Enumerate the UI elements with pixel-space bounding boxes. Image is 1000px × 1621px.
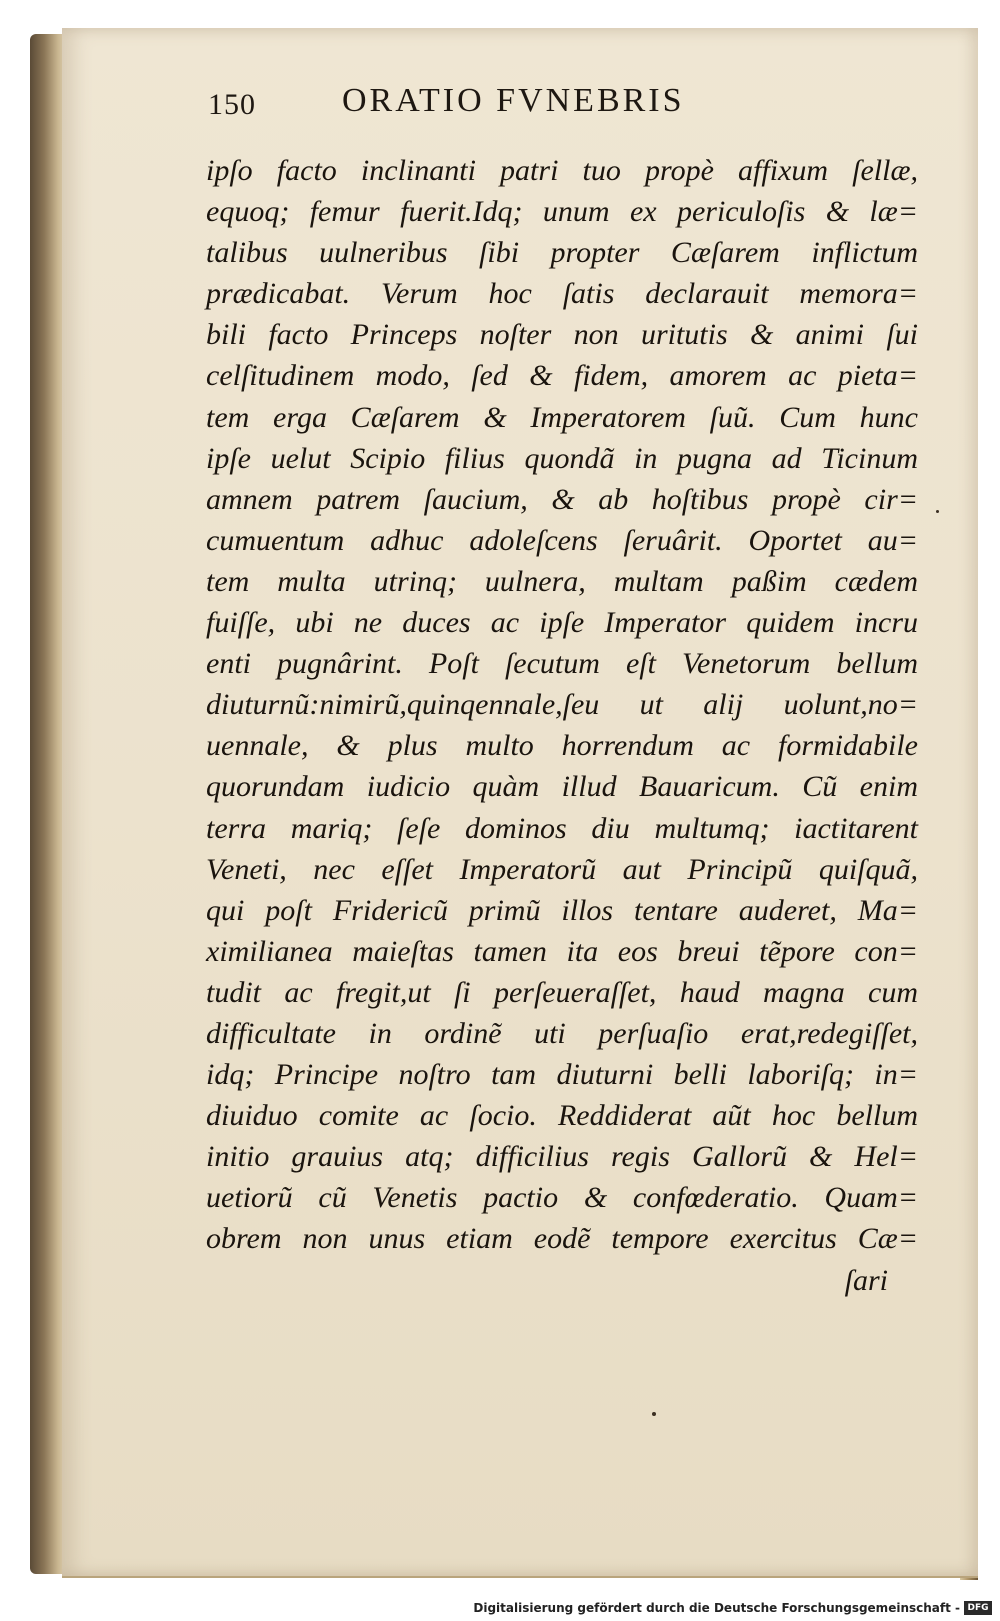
text-line: qui poſt Fridericũ primũ illos tentare auderet, Ma= <box>206 893 918 927</box>
text-line: enti pugnârint. Poſt ſecutum eſt Venetorum bellum <box>206 647 918 681</box>
text-line: talibus uulneribus ſibi propter Cæſarem inflictum <box>206 236 918 270</box>
running-title: ORATIO FVNEBRIS <box>342 82 685 119</box>
text-line: difficultate in ordinẽ uti perſuaſio erat,redegiſſet, <box>206 1016 918 1050</box>
paper-speck <box>652 1412 656 1416</box>
text-line: tudit ac fregit,ut ſi perſeueraſſet, haud magna cum <box>206 975 918 1009</box>
text-line: initio grauius atq; difficilius regis Gallorũ & Hel= <box>206 1140 918 1174</box>
text-line: ximilianea maieſtas tamen ita eos breui tẽpore con= <box>206 934 918 968</box>
text-line: tem multa utrinq; uulnera, multam paßim cædem <box>206 564 918 598</box>
text-line: celſitudinem modo, ſed & fidem, amorem ac pieta= <box>206 359 918 393</box>
dfg-logo: DFG <box>964 1601 992 1615</box>
footer-bar <box>0 1597 1000 1621</box>
text-line: cumuentum adhuc adoleſcens ſeruârit. Oportet au= <box>206 523 918 557</box>
text-line: obrem non unus etiam eodẽ tempore exercitus Cæ= <box>206 1222 918 1256</box>
text-line: prædicabat. Verum hoc ſatis declarauit memora= <box>206 277 918 311</box>
text-line: ipſo facto inclinanti patri tuo propè affixum ſellæ, <box>206 154 918 187</box>
catchword: ſari <box>844 1263 888 1297</box>
text-line: quorundam iudicio quàm illud Bauaricum. Cũ enim <box>206 770 918 804</box>
text-line: fuiſſe, ubi ne duces ac ipſe Imperator quidem incru <box>206 606 918 640</box>
text-line: uetiorũ cũ Venetis pactio & confœderatio. Quam= <box>206 1181 918 1215</box>
paper-speck <box>936 510 939 513</box>
page-header <box>208 82 728 132</box>
text-line: ipſe uelut Scipio filius quondã in pugna ad Ticinum <box>206 441 918 475</box>
footer-credit: Digitalisierung gefördert durch die Deutsche Forschungsgemeinschaft - <box>473 1601 960 1615</box>
text-line: bili facto Princeps noſter non uritutis & animi ſui <box>206 318 918 352</box>
text-line: uennale, & plus multo horrendum ac formidabile <box>206 729 918 763</box>
text-line: equoq; femur fuerit.Idq; unum ex periculoſis & læ= <box>206 195 918 229</box>
text-line: Veneti, nec eſſet Imperatorũ aut Principũ quiſquã, <box>206 852 918 886</box>
page-number: 150 <box>208 88 256 121</box>
text-line: idq; Principe noſtro tam diuturni belli laboriſq; in= <box>206 1058 918 1092</box>
text-line: terra mariq; ſeſe dominos diu multumq; iactitarent <box>206 811 918 845</box>
page-body-text <box>206 150 918 1301</box>
text-line: diuturnũ:nimirũ,quinqennale,ſeu ut alij uolunt,no= <box>206 688 918 722</box>
text-line: tem erga Cæſarem & Imperatorem ſuũ. Cum hunc <box>206 400 918 434</box>
text-line: diuiduo comite ac ſocio. Reddiderat aũt hoc bellum <box>206 1099 918 1133</box>
text-line: amnem patrem ſaucium, & ab hoſtibus propè cir= <box>206 482 918 516</box>
